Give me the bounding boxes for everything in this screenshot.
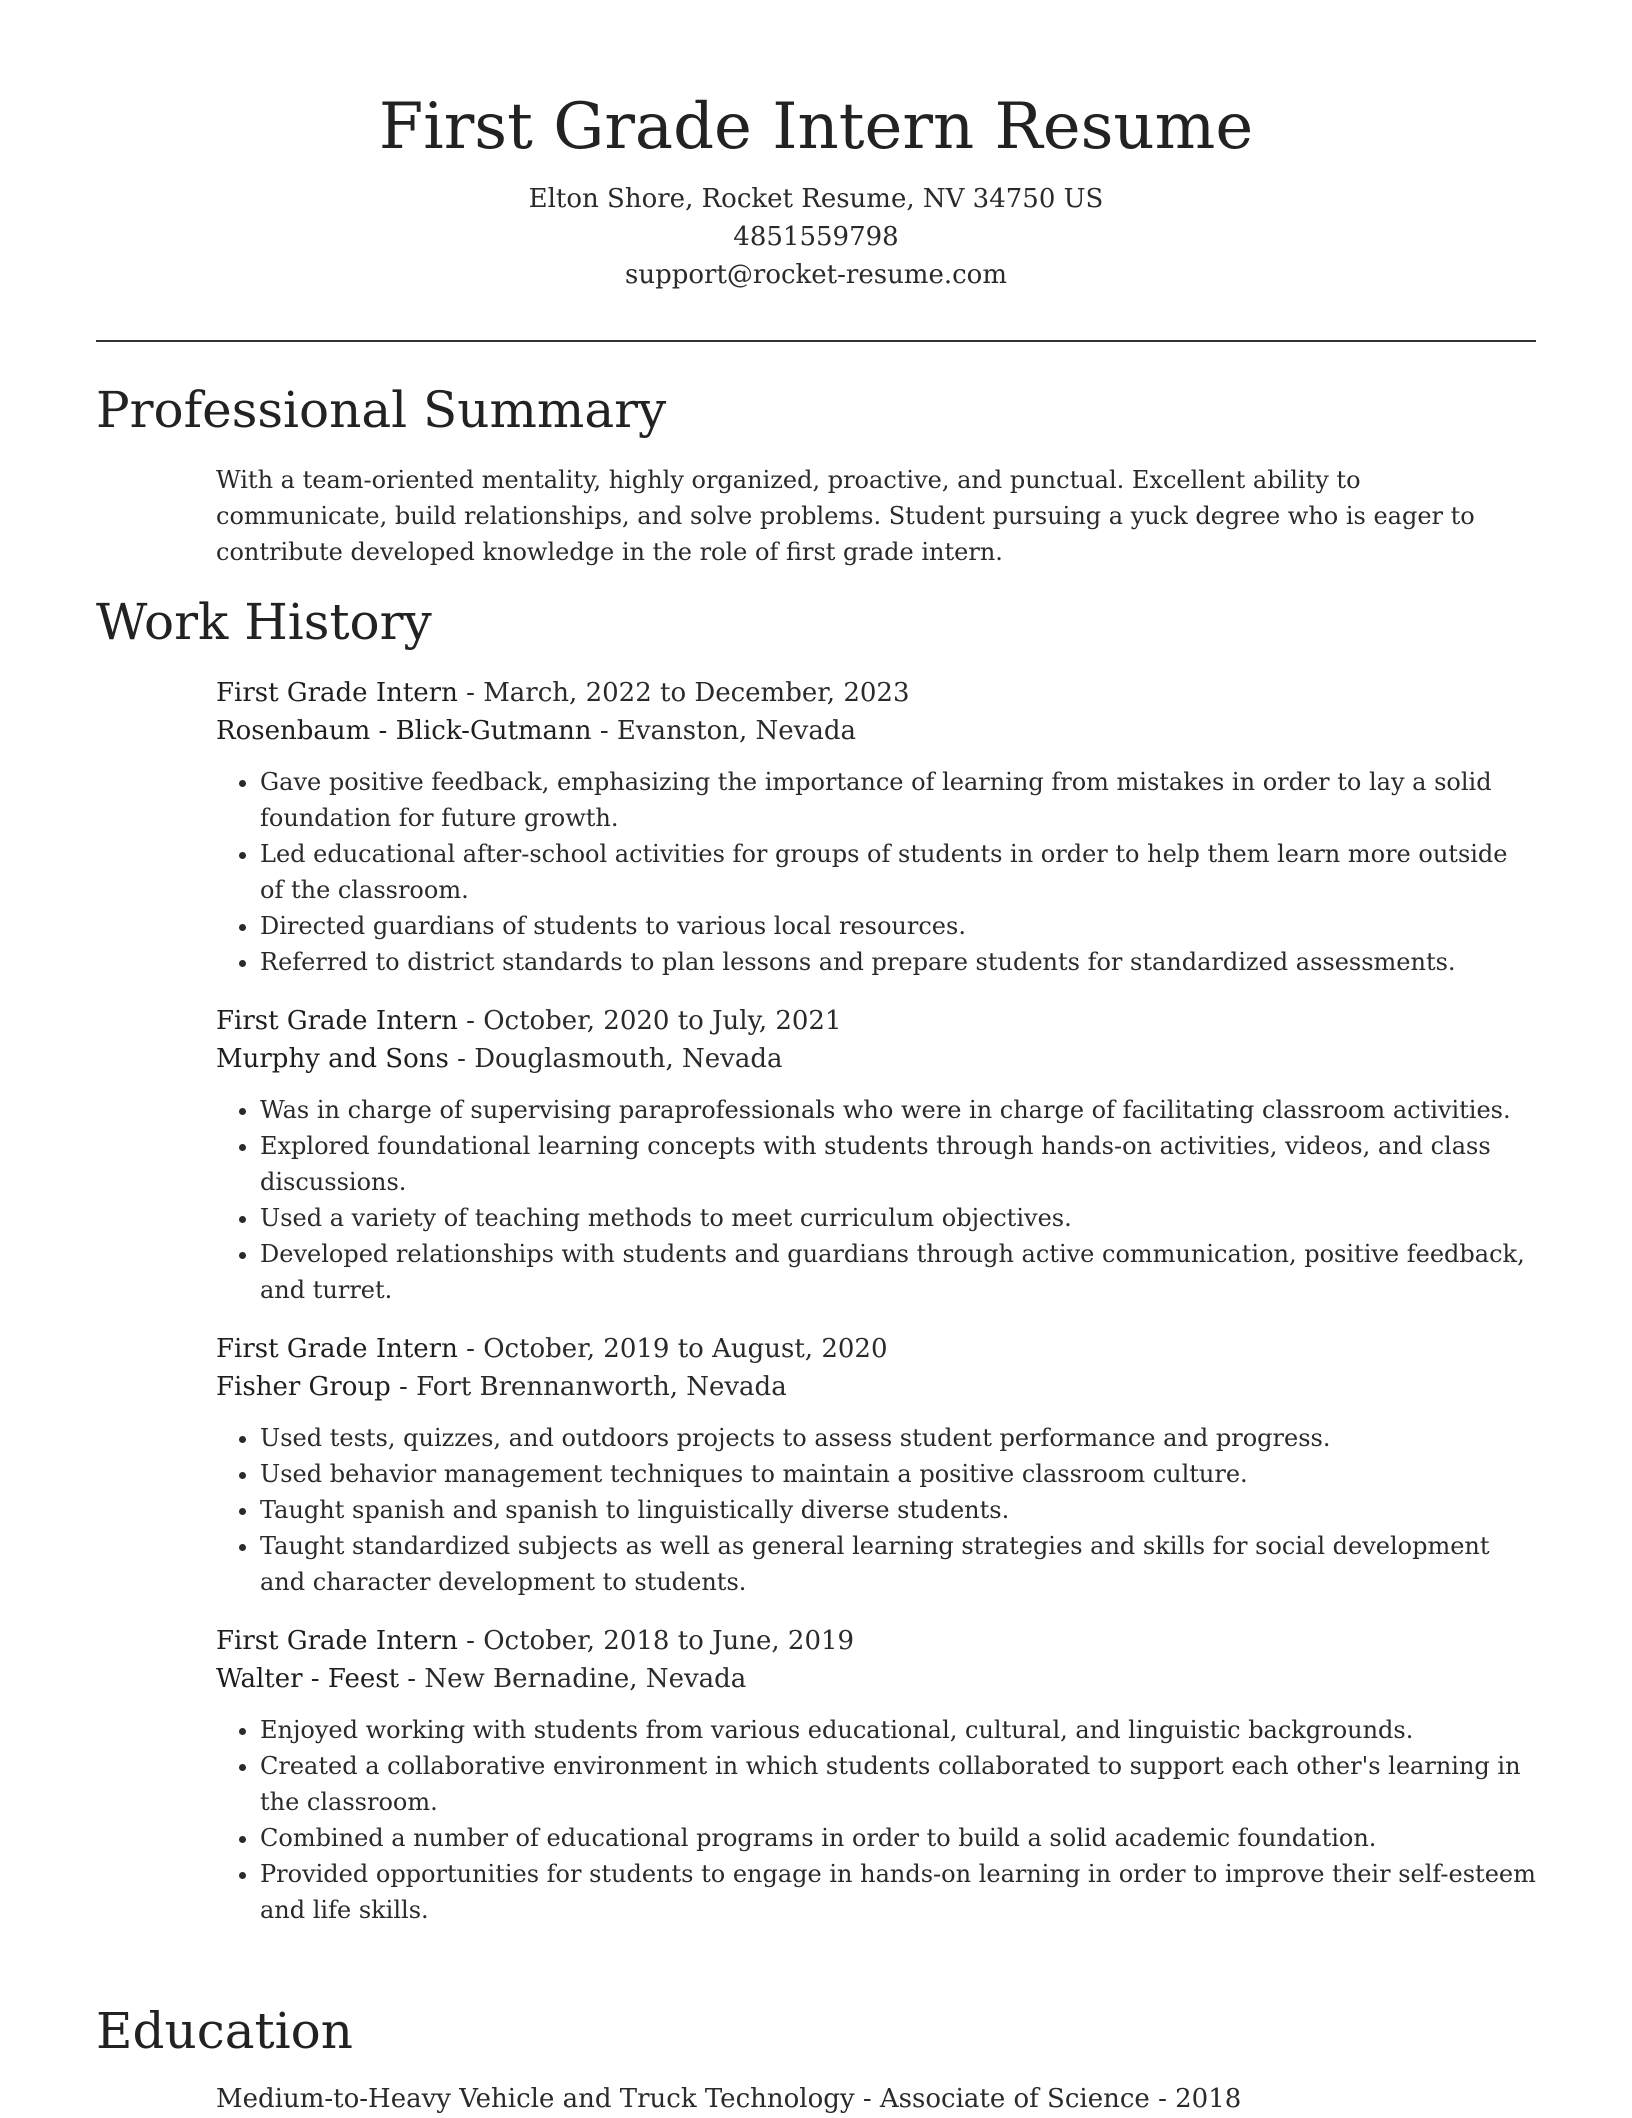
page-title: First Grade Intern Resume bbox=[378, 90, 1254, 164]
job-bullet: • Led educational after-school activities for groups of students in order to help them learn more outside of the classroom. bbox=[260, 836, 1536, 908]
summary-text: With a team-oriented mentality, highly organized, proactive, and punctual. Excellent ability to communicate, build relationships, and solve problems. Student pursuing a yuck degree who is eager to contribute developed knowledge in the role of first grade intern. bbox=[216, 466, 1475, 566]
job-company-line bbox=[216, 1368, 1536, 1406]
resume-header bbox=[96, 82, 1536, 294]
job-dates: October, 2018 to June, 2019 bbox=[483, 1626, 855, 1656]
education-heading: Education bbox=[96, 2002, 353, 2060]
job-separator: - bbox=[399, 1664, 425, 1694]
job-title: First Grade Intern bbox=[216, 1334, 458, 1364]
education-separator: - bbox=[854, 2084, 880, 2114]
job-location: Fort Brennanworth, Nevada bbox=[416, 1372, 787, 1402]
job-bullet: • Used behavior management techniques to maintain a positive classroom culture. bbox=[260, 1456, 1536, 1492]
job-dates: March, 2022 to December, 2023 bbox=[483, 678, 910, 708]
work-history-list bbox=[216, 674, 1536, 1950]
job-location: Evanston, Nevada bbox=[616, 716, 856, 746]
job-title-line bbox=[216, 674, 1536, 712]
job-dates: October, 2020 to July, 2021 bbox=[483, 1006, 842, 1036]
job-bullet-list bbox=[216, 1092, 1536, 1308]
job-bullet: • Explored foundational learning concepts with students through hands-on activities, videos, and class discussions. bbox=[260, 1128, 1536, 1200]
job-bullet: • Was in charge of supervising paraprofessionals who were in charge of facilitating classroom activities. bbox=[260, 1092, 1536, 1128]
job-company-line bbox=[216, 1660, 1536, 1698]
job-bullet-list bbox=[216, 1712, 1536, 1928]
job-company: Fisher Group bbox=[216, 1372, 391, 1402]
job-bullet-list bbox=[216, 764, 1536, 980]
job-bullet: • Referred to district standards to plan lessons and prepare students for standardized assessments. bbox=[260, 944, 1536, 980]
job-title: First Grade Intern bbox=[216, 678, 458, 708]
job-title-line bbox=[216, 1002, 1536, 1040]
job-entry bbox=[216, 1622, 1536, 1928]
job-separator: - bbox=[457, 1626, 484, 1656]
job-bullet: • Developed relationships with students and guardians through active communication, positive feedback, and turret. bbox=[260, 1236, 1536, 1308]
education-separator: - bbox=[1149, 2084, 1176, 2114]
job-dates: October, 2019 to August, 2020 bbox=[483, 1334, 888, 1364]
job-separator: - bbox=[457, 1006, 484, 1036]
job-bullet-list bbox=[216, 1420, 1536, 1600]
job-title: First Grade Intern bbox=[216, 1626, 458, 1656]
job-company-line bbox=[216, 712, 1536, 750]
job-entry bbox=[216, 1002, 1536, 1308]
education-degree: Associate of Science bbox=[879, 2084, 1150, 2114]
header-divider bbox=[96, 340, 1536, 342]
contact-email: support@rocket-resume.com bbox=[624, 260, 1007, 290]
job-title: First Grade Intern bbox=[216, 1006, 458, 1036]
job-separator: - bbox=[390, 1372, 417, 1402]
work-history-heading: Work History bbox=[96, 593, 432, 651]
summary-heading: Professional Summary bbox=[96, 381, 667, 439]
education-year: 2018 bbox=[1175, 2084, 1242, 2114]
education-field: Medium-to-Heavy Vehicle and Truck Technology bbox=[216, 2084, 855, 2114]
job-title-line bbox=[216, 1622, 1536, 1660]
job-bullet: • Combined a number of educational programs in order to build a solid academic foundation. bbox=[260, 1820, 1536, 1856]
job-bullet: • Provided opportunities for students to engage in hands-on learning in order to improve their self-esteem and life skills. bbox=[260, 1856, 1536, 1928]
job-location: Douglasmouth, Nevada bbox=[474, 1044, 783, 1074]
job-entry bbox=[216, 1330, 1536, 1600]
job-separator: - bbox=[591, 716, 617, 746]
job-company-line bbox=[216, 1040, 1536, 1078]
job-bullet: • Taught standardized subjects as well as general learning strategies and skills for social development and character development to students. bbox=[260, 1528, 1536, 1600]
job-bullet: • Used tests, quizzes, and outdoors projects to assess student performance and progress. bbox=[260, 1420, 1536, 1456]
job-separator: - bbox=[457, 1334, 484, 1364]
job-entry bbox=[216, 674, 1536, 980]
job-company: Walter - Feest bbox=[216, 1664, 400, 1694]
job-separator: - bbox=[448, 1044, 475, 1074]
job-company: Murphy and Sons bbox=[216, 1044, 449, 1074]
job-bullet: • Enjoyed working with students from various educational, cultural, and linguistic backgrounds. bbox=[260, 1712, 1536, 1748]
education-entry bbox=[216, 2080, 1536, 2118]
job-bullet: • Directed guardians of students to various local resources. bbox=[260, 908, 1536, 944]
job-bullet: • Gave positive feedback, emphasizing the importance of learning from mistakes in order to lay a solid foundation for future growth. bbox=[260, 764, 1536, 836]
contact-phone: 4851559798 bbox=[733, 222, 899, 252]
job-title-line bbox=[216, 1330, 1536, 1368]
job-location: New Bernadine, Nevada bbox=[424, 1664, 747, 1694]
job-separator: - bbox=[457, 678, 484, 708]
job-company: Rosenbaum - Blick-Gutmann bbox=[216, 716, 592, 746]
job-bullet: • Taught spanish and spanish to linguistically diverse students. bbox=[260, 1492, 1536, 1528]
job-bullet: • Created a collaborative environment in which students collaborated to support each other's learning in the classroom. bbox=[260, 1748, 1536, 1820]
job-bullet: • Used a variety of teaching methods to meet curriculum objectives. bbox=[260, 1200, 1536, 1236]
contact-address: Elton Shore, Rocket Resume, NV 34750 US bbox=[528, 184, 1104, 214]
